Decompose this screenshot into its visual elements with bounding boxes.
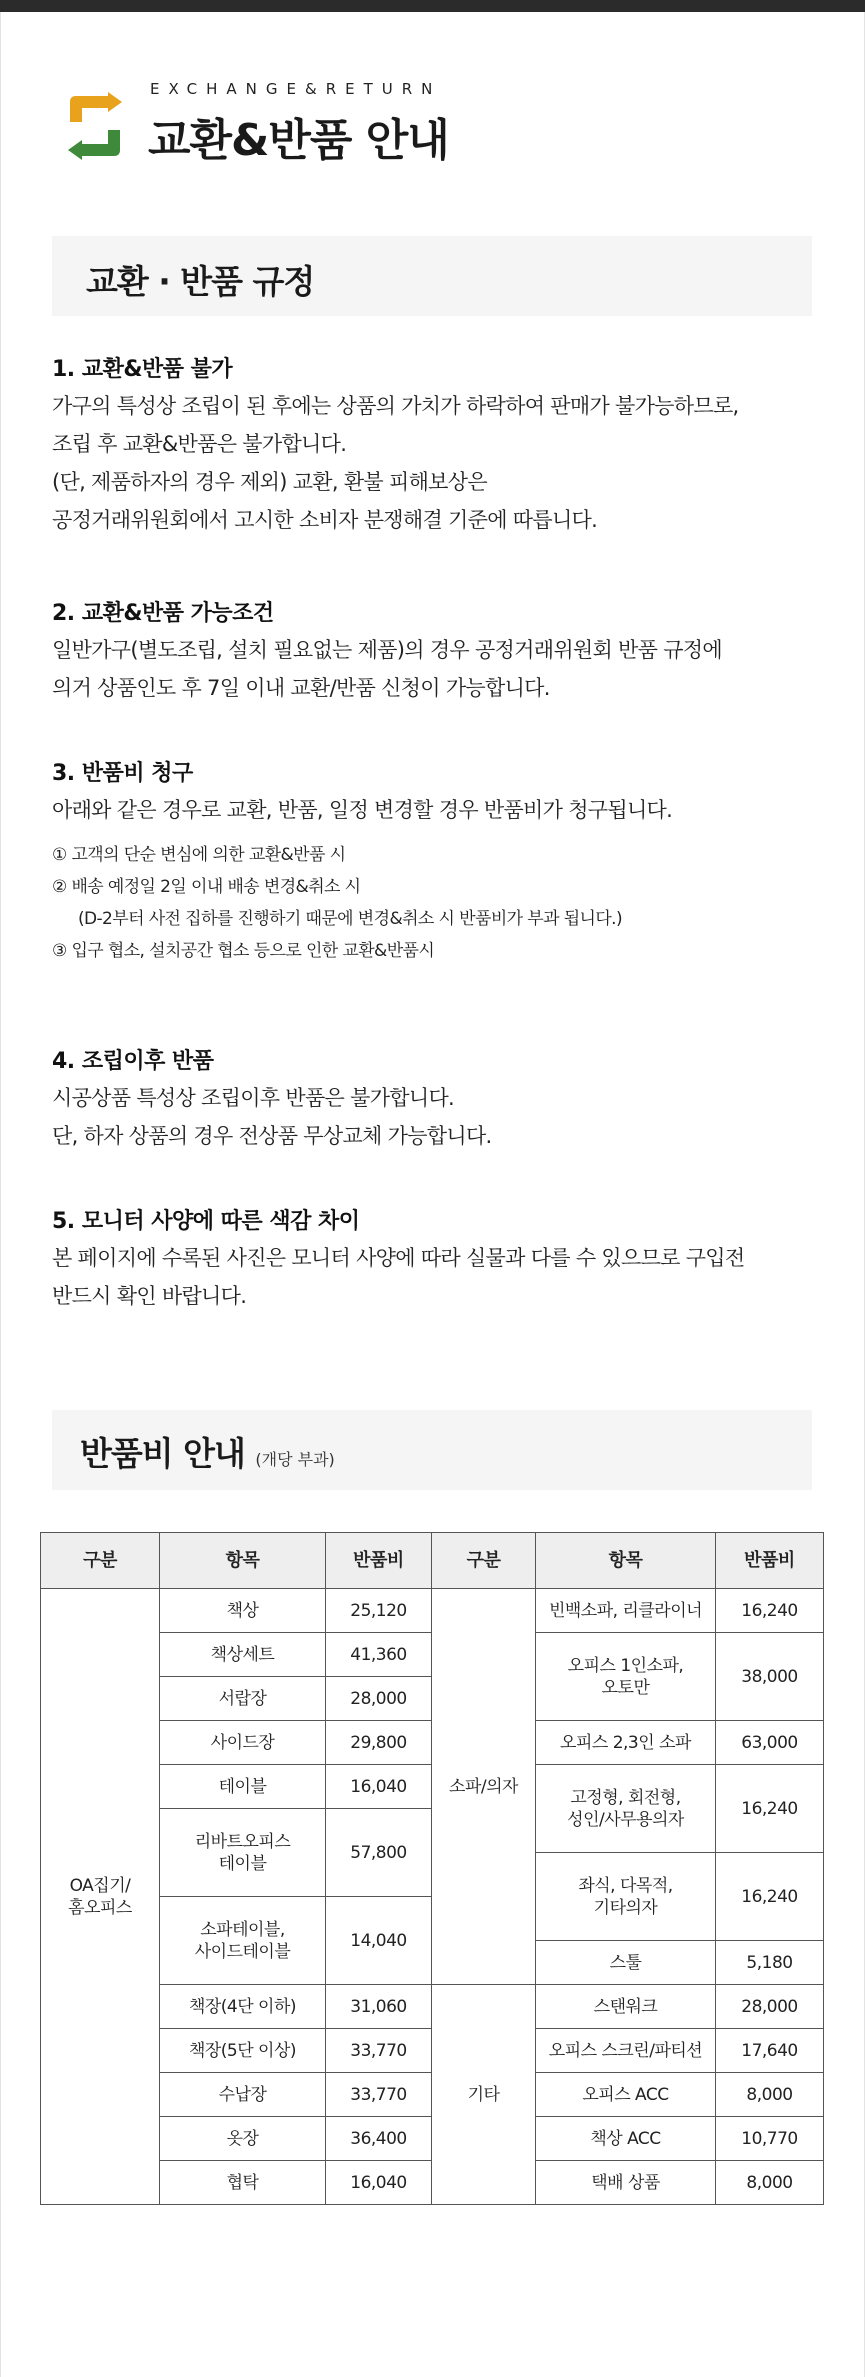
- fee-section-title: [80, 1428, 335, 1475]
- rule-4-heading: 4. 조립이후 반품: [52, 1049, 214, 1074]
- item-name-cell: 서랍장: [160, 1677, 326, 1721]
- item-fee-cell: 16,240: [716, 1589, 824, 1633]
- column-header: 항목: [536, 1533, 716, 1589]
- item-name-cell: 택배 상품: [536, 2161, 716, 2205]
- rule-3: [52, 757, 852, 967]
- item-name-cell: 빈백소파, 리클라이너: [536, 1589, 716, 1633]
- item-name-cell: 사이드장: [160, 1721, 326, 1765]
- item-name-cell: 오피스 ACC: [536, 2073, 716, 2117]
- item-fee-cell: 8,000: [716, 2161, 824, 2205]
- item-fee-cell: 16,240: [716, 1765, 824, 1853]
- group-cell: OA집기/ 홈오피스: [41, 1589, 160, 2205]
- item-fee-cell: 5,180: [716, 1941, 824, 1985]
- rule-1-line: 가구의 특성상 조립이 된 후에는 상품의 가치가 하락하여 판매가 불가능하므로,: [52, 394, 739, 418]
- rule-5-line: 반드시 확인 바랍니다.: [52, 1284, 247, 1308]
- item-name-cell: 책상세트: [160, 1633, 326, 1677]
- item-name-cell: 오피스 2,3인 소파: [536, 1721, 716, 1765]
- group-cell: 기타: [432, 1985, 536, 2205]
- column-header: 반품비: [716, 1533, 824, 1589]
- rule-2-line: 의거 상품인도 후 7일 이내 교환/반품 신청이 가능합니다.: [52, 676, 550, 700]
- rule-4-line: 단, 하자 상품의 경우 전상품 무상교체 가능합니다.: [52, 1124, 492, 1148]
- column-header: 항목: [160, 1533, 326, 1589]
- item-fee-cell: 14,040: [326, 1897, 432, 1985]
- item-fee-cell: 28,000: [326, 1677, 432, 1721]
- rule-1-line: 공정거래위원회에서 고시한 소비자 분쟁해결 기준에 따릅니다.: [52, 508, 598, 532]
- item-name-cell: 옷장: [160, 2117, 326, 2161]
- item-name-cell: 좌식, 다목적, 기타의자: [536, 1853, 716, 1941]
- rule-3-item-note: (D-2부터 사전 집하를 진행하기 때문에 변경&취소 시 반품비가 부과 됩니다.): [78, 909, 623, 929]
- item-fee-cell: 17,640: [716, 2029, 824, 2073]
- item-name-cell: 책상: [160, 1589, 326, 1633]
- top-bar: [0, 0, 865, 12]
- rule-4: [52, 1045, 852, 1155]
- item-name-cell: 리바트오피스 테이블: [160, 1809, 326, 1897]
- item-name-cell: 오피스 1인소파, 오토만: [536, 1633, 716, 1721]
- rule-2: [52, 597, 852, 707]
- rule-4-line: 시공상품 특성상 조립이후 반품은 불가합니다.: [52, 1086, 455, 1110]
- fee-section-subtitle: (개당 부과): [255, 1450, 335, 1469]
- rule-3-line: 아래와 같은 경우로 교환, 반품, 일정 변경할 경우 반품비가 청구됩니다.: [52, 798, 673, 822]
- item-fee-cell: 16,240: [716, 1853, 824, 1941]
- item-fee-cell: 25,120: [326, 1589, 432, 1633]
- rule-1-line: 조립 후 교환&반품은 불가합니다.: [52, 432, 347, 456]
- item-fee-cell: 31,060: [326, 1985, 432, 2029]
- item-name-cell: 수납장: [160, 2073, 326, 2117]
- item-name-cell: 책장(5단 이상): [160, 2029, 326, 2073]
- rule-5: [52, 1205, 852, 1315]
- item-name-cell: 테이블: [160, 1765, 326, 1809]
- item-fee-cell: 29,800: [326, 1721, 432, 1765]
- return-fee-table: [40, 1532, 824, 2205]
- column-header: 반품비: [326, 1533, 432, 1589]
- item-name-cell: 고정형, 회전형, 성인/사무용의자: [536, 1765, 716, 1853]
- item-name-cell: 책장(4단 이하): [160, 1985, 326, 2029]
- item-fee-cell: 28,000: [716, 1985, 824, 2029]
- rules-section-title: 교환 · 반품 규정: [86, 262, 315, 301]
- rule-3-heading: 3. 반품비 청구: [52, 761, 193, 786]
- rule-2-line: 일반가구(별도조립, 설치 필요없는 제품)의 경우 공정거래위원회 반품 규정에: [52, 638, 722, 662]
- item-name-cell: 책상 ACC: [536, 2117, 716, 2161]
- column-header: 구분: [41, 1533, 160, 1589]
- item-fee-cell: 36,400: [326, 2117, 432, 2161]
- item-fee-cell: 63,000: [716, 1721, 824, 1765]
- item-fee-cell: 38,000: [716, 1633, 824, 1721]
- exchange-return-icon: [66, 92, 124, 160]
- item-fee-cell: 8,000: [716, 2073, 824, 2117]
- table-header-row: [41, 1533, 824, 1589]
- rule-1-line: (단, 제품하자의 경우 제외) 교환, 환불 피해보상은: [52, 470, 487, 494]
- rule-5-line: 본 페이지에 수록된 사진은 모니터 사양에 따라 실물과 다를 수 있으므로 구입전: [52, 1246, 745, 1270]
- item-name-cell: 협탁: [160, 2161, 326, 2205]
- table-subrow: [41, 1589, 824, 1611]
- item-fee-cell: 41,360: [326, 1633, 432, 1677]
- header-eyebrow: EXCHANGE&RETURN: [150, 80, 442, 98]
- rule-5-heading: 5. 모니터 사양에 따른 색감 차이: [52, 1209, 360, 1234]
- item-fee-cell: 16,040: [326, 2161, 432, 2205]
- item-fee-cell: 10,770: [716, 2117, 824, 2161]
- group-cell: 소파/의자: [432, 1589, 536, 1985]
- item-name-cell: 스탠워크: [536, 1985, 716, 2029]
- fee-section-title-text: 반품비 안내: [80, 1434, 245, 1473]
- item-name-cell: 소파테이블, 사이드테이블: [160, 1897, 326, 1985]
- page-title: 교환&반품 안내: [148, 115, 449, 166]
- item-name-cell: 스툴: [536, 1941, 716, 1985]
- item-name-cell: 오피스 스크린/파티션: [536, 2029, 716, 2073]
- rule-1-heading: 1. 교환&반품 불가: [52, 357, 233, 382]
- rule-1: [52, 353, 852, 539]
- rule-3-item: ① 고객의 단순 변심에 의한 교환&반품 시: [52, 845, 346, 865]
- column-header: 구분: [432, 1533, 536, 1589]
- item-fee-cell: 16,040: [326, 1765, 432, 1809]
- item-fee-cell: 33,770: [326, 2073, 432, 2117]
- item-fee-cell: 57,800: [326, 1809, 432, 1897]
- rule-3-item: ② 배송 예정일 2일 이내 배송 변경&취소 시: [52, 877, 361, 897]
- item-fee-cell: 33,770: [326, 2029, 432, 2073]
- rule-3-item: ③ 입구 협소, 설치공간 협소 등으로 인한 교환&반품시: [52, 941, 435, 961]
- rule-2-heading: 2. 교환&반품 가능조건: [52, 601, 274, 626]
